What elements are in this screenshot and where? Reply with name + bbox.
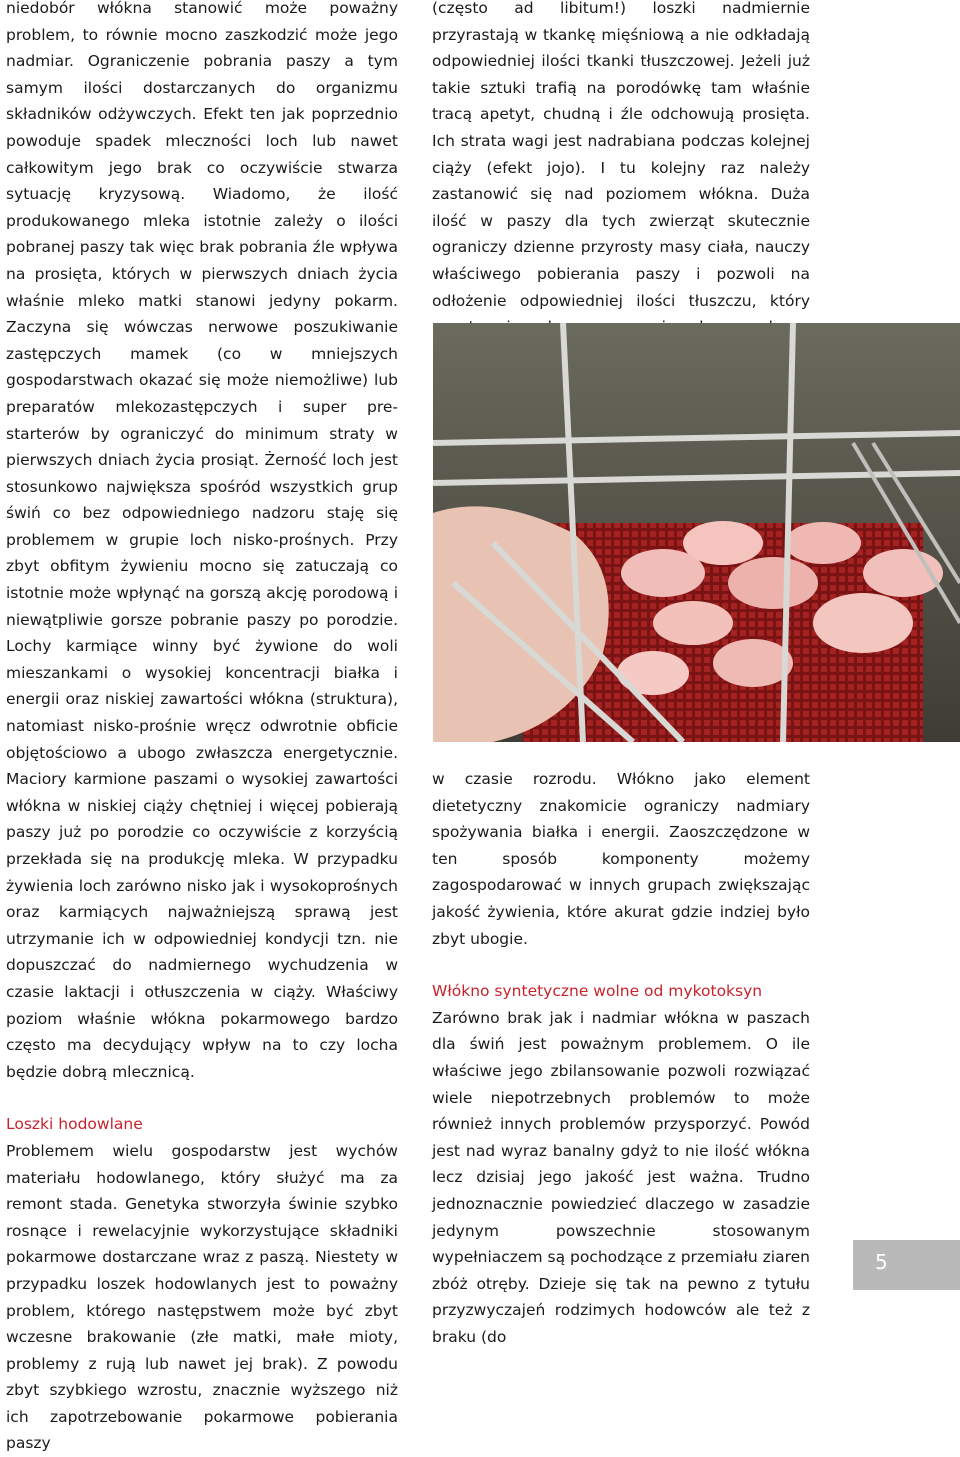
left-paragraph-2: Problemem wielu gospodarstw jest wychów materiału hodowlanego, który służyć ma za remont stada. Genetyka stworzyła świnie szybko rosnące i rewelacyjnie wykorzystujące składniki pokarmowe dostarczane wraz z paszą. Niestety w przypadku loszek hodowlanych jest to poważny problem, którego następstwem może być zbyt wczesne brakowanie (złe matki, małe mioty, problemy z rują lub nawet jej brak). Z powodu zbyt szybkiego wzrostu, znacznie wyższego niż ich zapotrzebowanie pokarmowe pobierania paszy: [6, 1141, 398, 1453]
right-paragraph-2: w czasie rozrodu. Włókno jako element dietetyczny znakomicie ograniczy nadmiary spożywania białka i energii. Zaoszczędzone w ten sposób komponenty możemy zagospodarować w innych grupach zwiększając jakość żywienia, które akurat gdzie indziej było zbyt ubogie.: [432, 770, 810, 948]
section-heading-loszki: Loszki hodowlane: [6, 1115, 143, 1134]
right-paragraph-3: Zarówno brak jak i nadmiar włókna w paszach dla świń jest poważnym problemem. O ile właściwe jego zbilansowanie pozwoli rozwiązać wiele niepotrzebnych problemów to może również innych problemów przysporzyć. Powód jest nad wyraz banalny gdyż to nie ilość włókna lecz dzisiaj jego jakość jest ważna. Trudno jednoznacznie powiedzieć dlaczego w zasadzie jedynym powszechnie stosowanym wypełniaczem są pochodzące z przemiału ziaren zbóż otręby. Dzieje się tak na pewno z tytułu przyzwyczajeń rodzimych hodowców ale też z braku (do: [432, 1008, 810, 1346]
section-heading-wlokno: Włókno syntetyczne wolne od mykotoksyn: [432, 982, 763, 1001]
right-column-bottom: [432, 766, 810, 1350]
left-column: [6, 0, 398, 1457]
page-number-tab: [853, 1240, 960, 1290]
right-paragraph-1: (często ad libitum!) loszki nadmiernie przyrastają w tkankę mięśniową a nie odkładają odpowiedniej ilości tkanki tłuszczowej. Jeżeli już takie sztuki trafią na porodówkę tam właśnie tracą apetyt, chudną i źle odchowują prosięta. Ich strata wagi jest nadrabiana podczas kolejnej ciąży (efekt jojo). I tu kolejny raz należy zastanowić się nad poziomem włókna. Duża ilość w paszy dla tych zwierząt skutecznie ograniczy dzienne przyrosty masy ciała, nauczy właściwego pobierania paszy i pozwoli na odłożenie odpowiedniej ilości tłuszczu, który: [432, 0, 810, 310]
piglets-photo: [433, 323, 960, 742]
left-paragraph-1: niedobór włókna stanowić może poważny problem, to równie mocno zaszkodzić może jego nadmiar. Ograniczenie pobrania paszy a tym samym ilości dostarczanych do organizmu składników odżywczych. Efekt ten jak poprzednio powoduje spadek mleczności loch lub nawet całkowitym jego brak co oczywiście stwarza sytuację kryzysową. Wiadomo, że ilość produkowanego mleka istotnie zależy o ilości pobranej paszy tak więc brak pobrania źle wpływa na prosięta, których w pierwszych dniach życia właśnie mleko matki stanowi jedyny pokarm. Zaczyna się wówczas nerwowe poszukiwanie zastępczych mamek (co w mniejszych gospodarstwach okazać się może niemożliwe) lub preparatów mlekozastępczych i super pre-starterów by ograniczyć do minimum straty w pierwszych dniach życia prosiąt. Żerność loch jest stosunkowo największa spośród wszystkich grup świń co bez odpowiedniego nadzoru staję się problemem w grupie loch nisko-prośnych. Przy zbyt obfitym żywieniu mocno się zatuczają co istotnie może wpłynąć na gorszą akcję porodową i niewątpliwie gorsze pobranie paszy po porodzie. Lochy karmiące winny być żywione do woli mieszankami o wysokiej koncentracji białka i energii oraz niskiej zawartości włókna (struktura), natomiast nisko-prośnie wręcz odwrotnie obficie objętościowo a ubogo zwłaszcza energetycznie. Maciory karmione paszami o wysokiej zawartości włókna w niskiej ciąży chętniej i więcej pobierają paszy już po porodzie co oczywiście z korzyścią przekłada się na produkcję mleka. W przypadku żywienia loch zarówno nisko jak i wysokoprośnych oraz karmiących najważniejszą sprawą jest utrzymanie ich w odpowiedniej kondycji tzn. nie dopuszczać do nadmiernego wychudzenia w czasie laktacji i otłuszczenia w ciąży. Właściwy poziom właśnie włókna pokarmowego bardzo często ma decydujący wpływ na to czy locha będzie dobrą mlecznicą.: [6, 0, 398, 1081]
page-number: 5: [875, 1250, 888, 1274]
right-column-top: [432, 0, 810, 341]
